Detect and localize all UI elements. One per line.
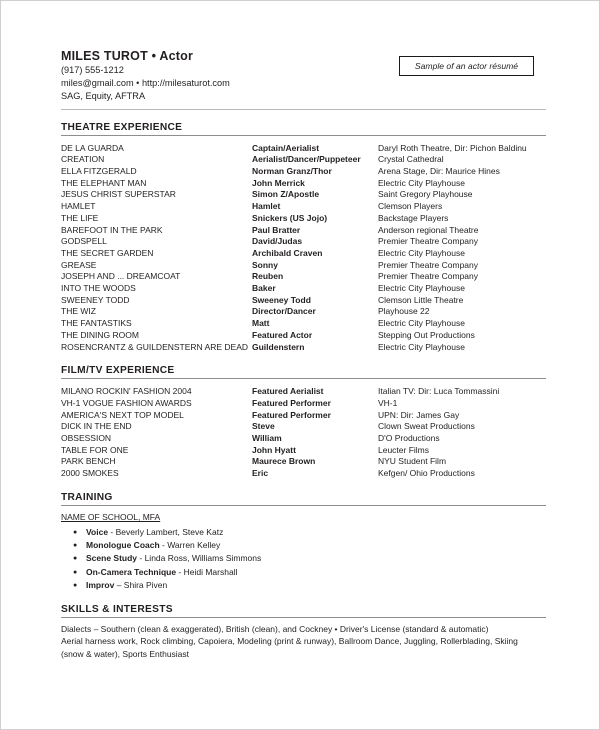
section-divider-training: [61, 505, 546, 506]
credit-row: [61, 468, 546, 480]
credit-show-title: CREATION: [61, 154, 105, 165]
credit-show-title: THE WIZ: [61, 306, 96, 317]
training-bullet-list: [61, 526, 546, 592]
credit-row: [61, 398, 546, 410]
film-credit-list: [61, 386, 546, 480]
credit-role: Eric: [252, 468, 269, 479]
bullet-point-icon: ●: [73, 542, 78, 550]
credit-venue: Italian TV: Dir: Luca Tommassini: [378, 386, 500, 397]
credit-venue: D'O Productions: [378, 433, 440, 444]
training-bullet-detail: - Beverly Lambert, Steve Katz: [108, 526, 224, 537]
training-bullet-label: Improv: [86, 579, 115, 590]
credit-role: Aerialist/Dancer/Puppeteer: [252, 154, 361, 165]
sample-badge-label: Sample of an actor résumé: [414, 61, 519, 71]
header-divider: [61, 109, 546, 110]
credit-venue: Clemson Little Theatre: [378, 294, 464, 305]
candidate-phone: (917) 555-1212: [61, 65, 124, 75]
credit-role: Captain/Aerialist: [252, 142, 320, 153]
credit-row: [61, 236, 546, 248]
credit-show-title: SWEENEY TODD: [61, 294, 130, 305]
credit-role: Featured Actor: [252, 329, 313, 340]
credit-show-title: GODSPELL: [61, 236, 107, 247]
training-bullet-text: [86, 526, 223, 539]
training-bullet-text: [86, 552, 261, 565]
training-bullet-label: Voice: [86, 526, 109, 537]
training-bullet-item: [61, 539, 546, 552]
candidate-name: MILES TUROT • Actor: [61, 49, 194, 63]
credit-venue: Clown Sweat Productions: [378, 421, 475, 432]
credit-show-title: THE ELEPHANT MAN: [61, 177, 147, 188]
credit-venue: Stepping Out Productions: [378, 329, 475, 340]
section-divider-skills: [61, 617, 546, 618]
training-bullet-text: [86, 566, 237, 579]
credit-show-title: OBSESSION: [61, 433, 112, 444]
candidate-unions: SAG, Equity, AFTRA: [61, 91, 146, 102]
section-title-film: FILM/TV EXPERIENCE: [61, 365, 175, 377]
credit-show-title: THE FANTASTIKS: [61, 318, 132, 329]
credit-show-title: JOSEPH AND ... DREAMCOAT: [61, 271, 181, 282]
credit-show-title: BAREFOOT IN THE PARK: [61, 224, 163, 235]
credit-row: [61, 342, 546, 354]
credit-role: Sweeney Todd: [252, 294, 311, 305]
credit-row: [61, 456, 546, 468]
training-bullet-text: [86, 539, 220, 552]
credit-role: Snickers (US Jojo): [252, 212, 328, 223]
credit-venue: Electric City Playhouse: [378, 177, 465, 188]
credit-role: Featured Aerialist: [252, 386, 324, 397]
credit-row: [61, 271, 546, 283]
credit-venue: Clemson Players: [378, 201, 443, 212]
credit-row: [61, 433, 546, 445]
credit-role: Simon Z/Apostle: [252, 189, 320, 200]
skills-line-2: Aerial harness work, Rock climbing, Capoiera, Modeling (print & runway), Ballroom Dance, Juggling, Rollerblading, Skiing (snow & water), Sports Enthusiast: [61, 636, 518, 659]
credit-show-title: TABLE FOR ONE: [61, 444, 129, 455]
credit-show-title: INTO THE WOODS: [61, 283, 136, 294]
resume-header: [61, 49, 546, 110]
credit-show-title: DE LA GUARDA: [61, 142, 124, 153]
credit-show-title: THE SECRET GARDEN: [61, 247, 154, 258]
credit-row: [61, 225, 546, 237]
credit-row: [61, 178, 546, 190]
credit-row: [61, 166, 546, 178]
credit-role: Featured Performer: [252, 409, 331, 420]
credit-role: David/Judas: [252, 236, 303, 247]
training-bullet-item: [61, 579, 546, 592]
credit-role: Hamlet: [252, 201, 281, 212]
credit-show-title: ELLA FITZGERALD: [61, 166, 137, 177]
credit-show-title: HAMLET: [61, 201, 96, 212]
section-divider-theatre: [61, 135, 546, 136]
bullet-point-icon: ●: [73, 555, 78, 563]
credit-role: Baker: [252, 283, 276, 294]
training-bullet-label: Scene Study: [86, 553, 138, 564]
credit-venue: Anderson regional Theatre: [378, 224, 479, 235]
credit-row: [61, 330, 546, 342]
credit-role: Matt: [252, 318, 270, 329]
credit-role: Norman Granz/Thor: [252, 166, 332, 177]
training-school: NAME OF SCHOOL, MFA: [61, 511, 161, 522]
credit-venue: Playhouse 22: [378, 306, 430, 317]
credit-show-title: DICK IN THE END: [61, 421, 132, 432]
credit-role: William: [252, 433, 282, 444]
credit-venue: Backstage Players: [378, 212, 449, 223]
training-bullet-item: [61, 526, 546, 539]
credit-row: [61, 386, 546, 398]
candidate-contact: miles@gmail.com • http://milesaturot.com: [61, 78, 230, 89]
credit-show-title: 2000 SMOKES: [61, 468, 119, 479]
credit-venue: Electric City Playhouse: [378, 283, 465, 294]
credit-show-title: THE DINING ROOM: [61, 329, 139, 340]
credit-venue: Electric City Playhouse: [378, 318, 465, 329]
credit-venue: Premier Theatre Company: [378, 271, 478, 282]
credit-role: Archibald Craven: [252, 247, 323, 258]
credit-row: [61, 318, 546, 330]
training-bullet-detail: - Linda Ross, Williams Simmons: [137, 553, 262, 564]
credit-show-title: MILANO ROCKIN' FASHION 2004: [61, 386, 192, 397]
section-divider-film: [61, 378, 546, 379]
section-film: [61, 364, 546, 480]
training-bullet-text: [86, 579, 167, 592]
training-bullet-label: On-Camera Technique: [86, 566, 177, 577]
credit-venue: Crystal Cathedral: [378, 154, 444, 165]
credit-row: [61, 248, 546, 260]
credit-show-title: AMERICA'S NEXT TOP MODEL: [61, 409, 184, 420]
section-title-skills: SKILLS & INTERESTS: [61, 603, 173, 615]
credit-row: [61, 306, 546, 318]
section-theatre: [61, 121, 546, 354]
bullet-point-icon: ●: [73, 568, 78, 576]
credit-venue: Arena Stage, Dir: Maurice Hines: [378, 166, 500, 177]
training-bullet-detail: - Warren Kelley: [159, 540, 221, 551]
credit-show-title: PARK BENCH: [61, 456, 116, 467]
credit-show-title: ROSENCRANTZ & GUILDENSTERN ARE DEAD: [61, 341, 249, 352]
credit-role: Reuben: [252, 271, 284, 282]
credit-row: [61, 260, 546, 272]
credit-venue: Electric City Playhouse: [378, 341, 465, 352]
credit-venue: Premier Theatre Company: [378, 236, 478, 247]
credit-venue: UPN: Dir: James Gay: [378, 409, 460, 420]
credit-role: Maurece Brown: [252, 456, 316, 467]
training-bullet-label: Monologue Coach: [86, 540, 160, 551]
section-skills: [61, 603, 546, 660]
credit-row: [61, 201, 546, 213]
credit-venue: NYU Student Film: [378, 456, 447, 467]
training-bullet-item: [61, 566, 546, 579]
credit-row: [61, 410, 546, 422]
credit-role: Paul Bratter: [252, 224, 301, 235]
credit-row: [61, 295, 546, 307]
credit-role: John Hyatt: [252, 444, 296, 455]
credit-show-title: THE LIFE: [61, 212, 99, 223]
credit-role: Sonny: [252, 259, 278, 270]
credit-venue: Saint Gregory Playhouse: [378, 189, 473, 200]
credit-role: Director/Dancer: [252, 306, 316, 317]
credit-row: [61, 189, 546, 201]
resume-sheet: [61, 1, 546, 660]
bullet-point-icon: ●: [73, 528, 78, 536]
credit-row: [61, 154, 546, 166]
credit-show-title: JESUS CHRIST SUPERSTAR: [61, 189, 176, 200]
training-bullet-detail: - Heidi Marshall: [176, 566, 238, 577]
training-bullet-detail: – Shira Piven: [114, 579, 168, 590]
credit-row: [61, 143, 546, 155]
credit-venue: VH-1: [378, 397, 398, 408]
training-bullet-item: [61, 552, 546, 565]
credit-row: [61, 213, 546, 225]
credit-role: Steve: [252, 421, 275, 432]
credit-row: [61, 445, 546, 457]
section-training: [61, 491, 546, 592]
credit-role: Featured Performer: [252, 397, 331, 408]
section-title-theatre: THEATRE EXPERIENCE: [61, 121, 183, 133]
credit-venue: Electric City Playhouse: [378, 247, 465, 258]
credit-show-title: GREASE: [61, 259, 97, 270]
section-title-training: TRAINING: [61, 491, 113, 503]
skills-line-1: Dialects – Southern (clean & exaggerated), British (clean), and Cockney • Driver's License (standard & automatic): [61, 623, 489, 634]
credit-show-title: VH-1 VOGUE FASHION AWARDS: [61, 397, 192, 408]
credit-row: [61, 421, 546, 433]
theatre-credit-list: [61, 143, 546, 354]
credit-role: John Merrick: [252, 177, 305, 188]
credit-venue: Leucter Films: [378, 444, 430, 455]
credit-venue: Premier Theatre Company: [378, 259, 478, 270]
credit-venue: Kefgen/ Ohio Productions: [378, 468, 475, 479]
credit-row: [61, 283, 546, 295]
credit-role: Guildenstern: [252, 341, 305, 352]
bullet-point-icon: ●: [73, 581, 78, 589]
credit-venue: Daryl Roth Theatre, Dir: Pichon Baldinu: [378, 142, 527, 153]
